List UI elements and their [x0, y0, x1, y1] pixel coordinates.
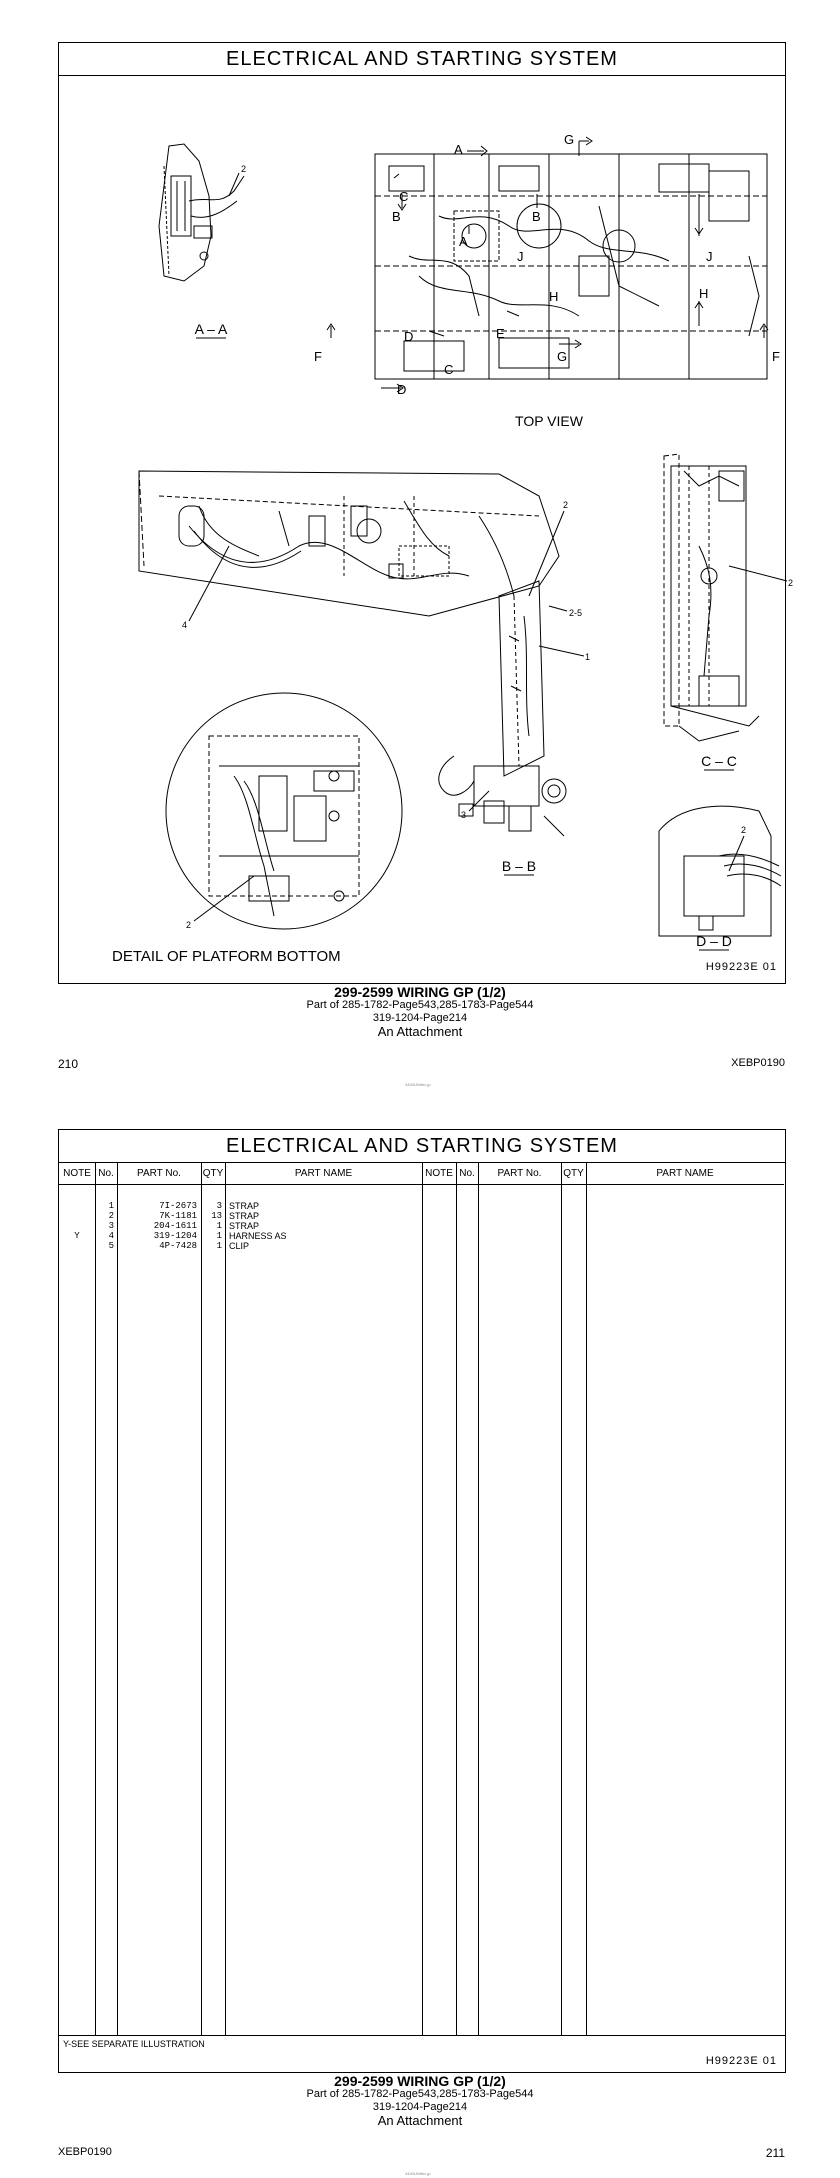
callout-2-platform: 2: [186, 920, 192, 930]
drawing-code: H99223E 01: [705, 2055, 777, 2067]
cell-qty: 13: [211, 1211, 222, 1221]
section-dd-drawing: [659, 806, 781, 936]
top-view-label: TOP VIEW: [515, 413, 583, 429]
section-letter-d: D: [404, 329, 414, 344]
header-no-2: No.: [456, 1163, 478, 1185]
cell-qty: 3: [216, 1201, 222, 1211]
cell-name: STRAP: [229, 1211, 260, 1221]
section-letter-a: A: [454, 142, 463, 157]
cell-name: HARNESS AS: [229, 1231, 287, 1241]
doc-code: XEBP0190: [58, 2146, 112, 2158]
callout-2-cc: 2: [788, 578, 794, 588]
platform-detail-label: DETAIL OF PLATFORM BOTTOM: [112, 948, 341, 965]
section-letter-e: E: [496, 326, 505, 341]
header-part-name-2: PART NAME: [586, 1163, 784, 1185]
parts-table: [59, 1163, 784, 2035]
page-number: 210: [58, 1057, 79, 1071]
section-label-bb: B – B: [501, 858, 537, 874]
callout-2-dd: 2: [741, 825, 747, 835]
section-letter-j: J: [517, 249, 524, 264]
callout-2-5: 2-5: [569, 608, 583, 618]
section-letter-b: B: [392, 209, 401, 224]
section-cc-drawing: [664, 454, 759, 741]
callout-2-aa: 2: [241, 164, 247, 174]
cell-qty: 1: [216, 1231, 222, 1241]
header-part-no-2: PART No.: [478, 1163, 561, 1185]
cell-no: 3: [108, 1221, 114, 1231]
caption-title: 299-2599 WIRING GP (1/2): [334, 2073, 506, 2089]
callout-2-frame: 2: [563, 500, 569, 510]
cell-part-no: 7I-2673: [159, 1201, 197, 1211]
caption-title: 299-2599 WIRING GP (1/2): [334, 984, 506, 1000]
header-part-name: PART NAME: [225, 1163, 422, 1185]
page-title: ELECTRICAL AND STARTING SYSTEM: [59, 1130, 785, 1163]
section-letter-b2: B: [532, 209, 541, 224]
footer-fine-print: 4440LB4tec.jp: [405, 2171, 431, 2176]
figure-caption: [0, 986, 840, 1038]
section-bb-drawing: [439, 581, 566, 836]
page-211: [0, 1089, 840, 2178]
footer-fine-print: 4440LB4tec.jp: [405, 1082, 431, 1087]
figure-caption: [0, 2075, 840, 2127]
cell-part-no: 319-1204: [153, 1231, 197, 1241]
section-letter-h2: H: [699, 286, 709, 301]
cell-note: Y: [74, 1231, 80, 1241]
page-title: ELECTRICAL AND STARTING SYSTEM: [59, 43, 785, 76]
footnote: Y-SEE SEPARATE ILLUSTRATION: [63, 2039, 205, 2049]
header-part-no: PART No.: [117, 1163, 201, 1185]
caption-attachment: An Attachment: [377, 1024, 463, 1039]
section-letter-j2: J: [706, 249, 713, 264]
platform-detail-drawing: [166, 693, 402, 929]
header-note-2: NOTE: [422, 1163, 456, 1185]
section-letter-h: H: [549, 289, 559, 304]
wiring-illustration: [59, 76, 794, 981]
cell-no: 5: [108, 1241, 114, 1251]
caption-part-of: Part of 285-1782-Page543,285-1783-Page544: [306, 2088, 534, 2100]
cell-no: 1: [108, 1201, 114, 1211]
section-letter-f: F: [314, 349, 322, 364]
parts-list-frame: [58, 1129, 786, 2073]
caption-ref: 319-1204-Page214: [372, 2101, 468, 2113]
illustration-frame: [58, 42, 794, 984]
cell-qty: 1: [216, 1241, 222, 1251]
section-letter-d2: D: [397, 382, 407, 397]
header-no: No.: [95, 1163, 117, 1185]
cell-name: CLIP: [229, 1241, 250, 1251]
top-view-drawing: [375, 154, 767, 379]
callout-1: 1: [585, 652, 591, 662]
section-letter-g2: G: [557, 349, 568, 364]
cell-no: 4: [108, 1231, 114, 1241]
caption-part-of: Part of 285-1782-Page543,285-1783-Page544: [306, 999, 534, 1011]
cell-part-no: 204-1611: [153, 1221, 197, 1231]
page-number: 211: [765, 2146, 785, 2160]
cell-no: 2: [108, 1211, 114, 1221]
drawing-code: H99223E 01: [705, 961, 777, 973]
cell-name: STRAP: [229, 1221, 260, 1231]
header-qty: QTY: [201, 1163, 225, 1185]
section-letter-c2: C: [444, 362, 454, 377]
header-qty-2: QTY: [561, 1163, 586, 1185]
cell-part-no: 7K-1181: [159, 1211, 197, 1221]
section-letter-f2: F: [772, 349, 780, 364]
section-letter-g: G: [564, 132, 575, 147]
section-aa-drawing: [159, 144, 247, 281]
section-letter-c: C: [399, 189, 409, 204]
header-note: NOTE: [59, 1163, 95, 1185]
caption-ref: 319-1204-Page214: [372, 1012, 468, 1024]
section-letter-a2: A: [459, 234, 468, 249]
cell-qty: 1: [216, 1221, 222, 1231]
section-label-dd: D – D: [696, 933, 732, 949]
section-label-cc: C – C: [701, 753, 737, 769]
callout-3: 3: [461, 810, 467, 820]
section-label-aa: A – A: [194, 321, 228, 337]
cell-part-no: 4P-7428: [159, 1241, 197, 1251]
caption-attachment: An Attachment: [377, 2113, 463, 2128]
frame-harness-drawing: [139, 471, 559, 616]
doc-code: XEBP0190: [731, 1057, 785, 1069]
cell-name: STRAP: [229, 1201, 260, 1211]
callout-4: 4: [182, 620, 188, 630]
